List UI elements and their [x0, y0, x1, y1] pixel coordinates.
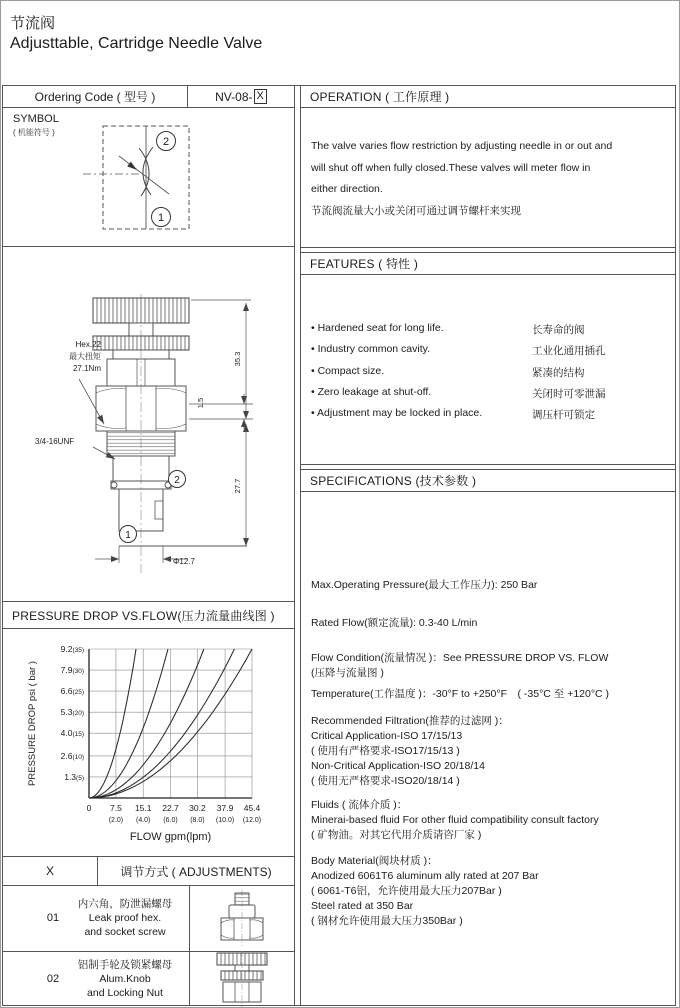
specifications-header: SPECIFICATIONS (技术参数 ) — [301, 469, 675, 492]
operation-line: will shut off when fully closed.These valves will meter flow in — [311, 161, 591, 174]
spec-line: Steel rated at 350 Bar — [311, 900, 414, 912]
adjustment-code: 01 — [46, 912, 60, 924]
feature-item — [311, 322, 671, 343]
feature-text-cn: 工业化通用插孔 — [532, 345, 606, 358]
x-tick-label: 30.2 — [189, 803, 206, 813]
page-title-en: Adjusttable, Cartridge Needle Valve — [10, 35, 263, 52]
y-tick-label: 5.3(20) — [60, 707, 84, 718]
spec-line: Non-Critical Application-ISO 20/18/14 — [311, 760, 485, 772]
x-tick-label: 7.5 — [110, 803, 122, 813]
spec-line: Max.Operating Pressure(最大工作压力): 250 Bar — [311, 579, 538, 591]
y-axis-title: PRESSURE DROP psi ( bar ) — [27, 661, 38, 786]
spec-paragraph — [311, 651, 671, 681]
spec-line: Minerai-based fluid For other fluid compatibility consult factory — [311, 814, 599, 826]
socket-screw-adjuster-icon — [189, 885, 294, 951]
lock-ring — [93, 336, 189, 350]
operation-line: 节流阀流量大小或关闭可通过调节螺杆来实现 — [311, 204, 521, 217]
right-column — [300, 86, 675, 1005]
dim-lower-label: 27.7 — [233, 478, 242, 494]
features-body — [301, 275, 675, 465]
feature-text-en: • Zero leakage at shut-off. — [311, 385, 432, 398]
thread-label: 3/4-16UNF — [35, 437, 75, 446]
x-tick-label: 15.1 — [134, 803, 152, 813]
adjustments-table — [3, 856, 294, 1005]
spec-line: ( 矿物油。对其它代用介质请咨厂家 ) — [311, 829, 482, 841]
y-tick-label: 2.6(10) — [60, 750, 84, 761]
spec-line: ( 6061-T6铝，允许使用最大压力207Bar ) — [311, 885, 502, 897]
spec-line: Anodized 6061T6 aluminum ally rated at 207 Bar — [311, 870, 539, 882]
dim-upper-label: 35.3 — [233, 351, 242, 367]
ordering-code-value — [188, 86, 294, 107]
spec-paragraph — [311, 714, 671, 789]
x-tick-sublabel: (6.0) — [163, 817, 178, 824]
hex-torque-note — [69, 340, 102, 373]
feature-text-en: • Industry common cavity. — [311, 343, 431, 356]
spec-paragraph — [311, 798, 671, 843]
pressure-chart-header: PRESSURE DROP VS.FLOW(压力流量曲线图 ) — [3, 601, 294, 629]
dim-diameter-label: Φ12.7 — [173, 557, 195, 566]
symbol-title: SYMBOL — [13, 113, 59, 125]
adjustment-row-01 — [3, 885, 294, 952]
ordering-code-row — [3, 86, 294, 108]
datasheet-table — [2, 85, 676, 1006]
pressure-flow-curve-needle-setting-1 — [89, 649, 136, 798]
specifications-body — [301, 492, 675, 1005]
y-tick-label: 4.0(15) — [60, 728, 84, 739]
adjustments-header-code: X — [3, 857, 98, 885]
feature-text-cn: 关闭时可零泄漏 — [532, 387, 606, 400]
features-list — [311, 322, 671, 428]
feature-text-en: • Compact size. — [311, 364, 385, 377]
pressure-flow-curve-needle-setting-3 — [89, 649, 204, 798]
adjustment-description: 内六角，防泄漏螺母 Leak proof hex. and socket screw — [77, 898, 173, 938]
adjustment-code: 02 — [46, 972, 60, 985]
spec-paragraph — [311, 854, 671, 929]
feature-item — [311, 365, 671, 386]
spec-line: Flow Condition(流量情况 )：See PRESSURE DROP VS. FLOW — [311, 652, 609, 664]
feature-item — [311, 386, 671, 407]
spec-line: Critical Application-ISO 17/15/13 — [311, 730, 463, 742]
y-tick-label: 1.3(5) — [64, 771, 84, 782]
svg-text:2: 2 — [174, 475, 180, 486]
x-tick-label: 37.9 — [216, 803, 234, 813]
drawing-port-1 — [120, 526, 137, 543]
svg-text:最大扭矩: 最大扭矩 — [69, 352, 101, 361]
x-tick-label: 0 — [86, 803, 92, 813]
svg-text:27.1Nm: 27.1Nm — [72, 364, 101, 373]
x-tick-label: 45.4 — [243, 803, 261, 813]
symbol-subtitle: ( 机能符号 ) — [13, 128, 55, 137]
y-tick-label: 7.9(30) — [60, 665, 84, 676]
page-title-cn: 节流阀 — [10, 15, 56, 32]
operation-body — [301, 108, 675, 248]
spec-line: (压降与流量图 ) — [311, 667, 384, 679]
spec-line: Fluids ( 流体介质 )： — [311, 799, 408, 811]
symbol-port-2 — [157, 132, 176, 151]
spec-paragraph — [311, 687, 671, 702]
y-tick-label: 9.2(35) — [60, 644, 84, 654]
valve-cross-section-drawing — [31, 291, 266, 586]
svg-text:2: 2 — [162, 136, 170, 148]
feature-item — [311, 407, 671, 428]
feature-text-en: • Hardened seat for long life. — [311, 322, 444, 334]
features-header: FEATURES ( 特性 ) — [301, 252, 675, 275]
spec-line: ( 钢材允许使用最大压力350Bar ) — [311, 915, 463, 927]
feature-text-en: • Adjustment may be locked in place. — [311, 407, 483, 420]
left-column — [3, 86, 295, 1005]
ordering-code-prefix: NV-08- — [215, 89, 253, 104]
x-tick-sublabel: (8.0) — [190, 817, 205, 824]
svg-text:1: 1 — [157, 212, 165, 224]
y-tick-label: 6.6(25) — [60, 686, 84, 697]
operation-text — [311, 136, 671, 222]
spec-paragraph — [311, 616, 671, 631]
x-tick-label: 22.7 — [162, 803, 179, 813]
adjust-knob — [93, 298, 189, 323]
spec-line: Body Material(阀块材质 )： — [311, 855, 438, 867]
symbol-port-1 — [152, 208, 171, 227]
spec-line: Recommended Filtration(推荐的过滤网 )： — [311, 715, 509, 727]
spec-line: ( 使用无严格要求-ISO20/18/14 ) — [311, 775, 460, 787]
x-tick-sublabel: (12.0) — [242, 817, 262, 824]
feature-text-cn: 长寿命的阀 — [532, 324, 585, 336]
svg-text:Hex.22: Hex.22 — [75, 340, 101, 349]
adjustment-row-02 — [3, 952, 294, 1005]
feature-item — [311, 343, 671, 364]
svg-text:1: 1 — [125, 530, 131, 541]
pressure-drop-flow-chart — [9, 633, 289, 856]
operation-line: The valve varies flow restriction by adjusting needle in or out and — [311, 140, 613, 152]
spec-line: Rated Flow(额定流量): 0.3-40 L/min — [311, 617, 478, 629]
mounting-thread — [107, 431, 175, 456]
pressure-flow-curve-needle-setting-2 — [89, 649, 168, 798]
feature-text-cn: 调压杆可锁定 — [532, 409, 595, 422]
hydraulic-symbol-diagram — [63, 113, 263, 243]
spec-line: ( 使用有严格要求-ISO17/15/13 ) — [311, 745, 460, 757]
operation-header: OPERATION ( 工作原理 ) — [301, 86, 675, 108]
ordering-code-variable: X — [254, 89, 267, 104]
adjustments-header-row — [3, 857, 294, 886]
x-tick-sublabel: (4.0) — [136, 817, 151, 824]
x-tick-sublabel: (2.0) — [108, 817, 124, 824]
ordering-code-label: Ordering Code ( 型号 ) — [3, 86, 188, 107]
feature-text-cn: 紧凑的结构 — [532, 366, 585, 379]
dim-step-label: 1.5 — [196, 397, 205, 409]
page-title — [10, 14, 262, 55]
adjustments-header-title: 调节方式 ( ADJUSTMENTS) — [120, 864, 272, 879]
x-tick-sublabel: (10.0) — [215, 817, 235, 824]
operation-line: either direction. — [311, 183, 383, 195]
adjustment-description: 铝制手轮及锁紧螺母 Alum.Knob and Locking Nut — [77, 958, 173, 999]
x-axis-title: FLOW gpm(lpm) — [129, 831, 212, 843]
spec-line: Temperature(工作温度 )：-30°F to +250°F ( -35°C 至 +120°C ) — [311, 688, 610, 700]
drawing-port-2 — [169, 471, 186, 488]
specifications-text — [311, 578, 671, 941]
knob-adjuster-icon — [189, 952, 294, 1005]
spec-paragraph — [311, 578, 671, 593]
